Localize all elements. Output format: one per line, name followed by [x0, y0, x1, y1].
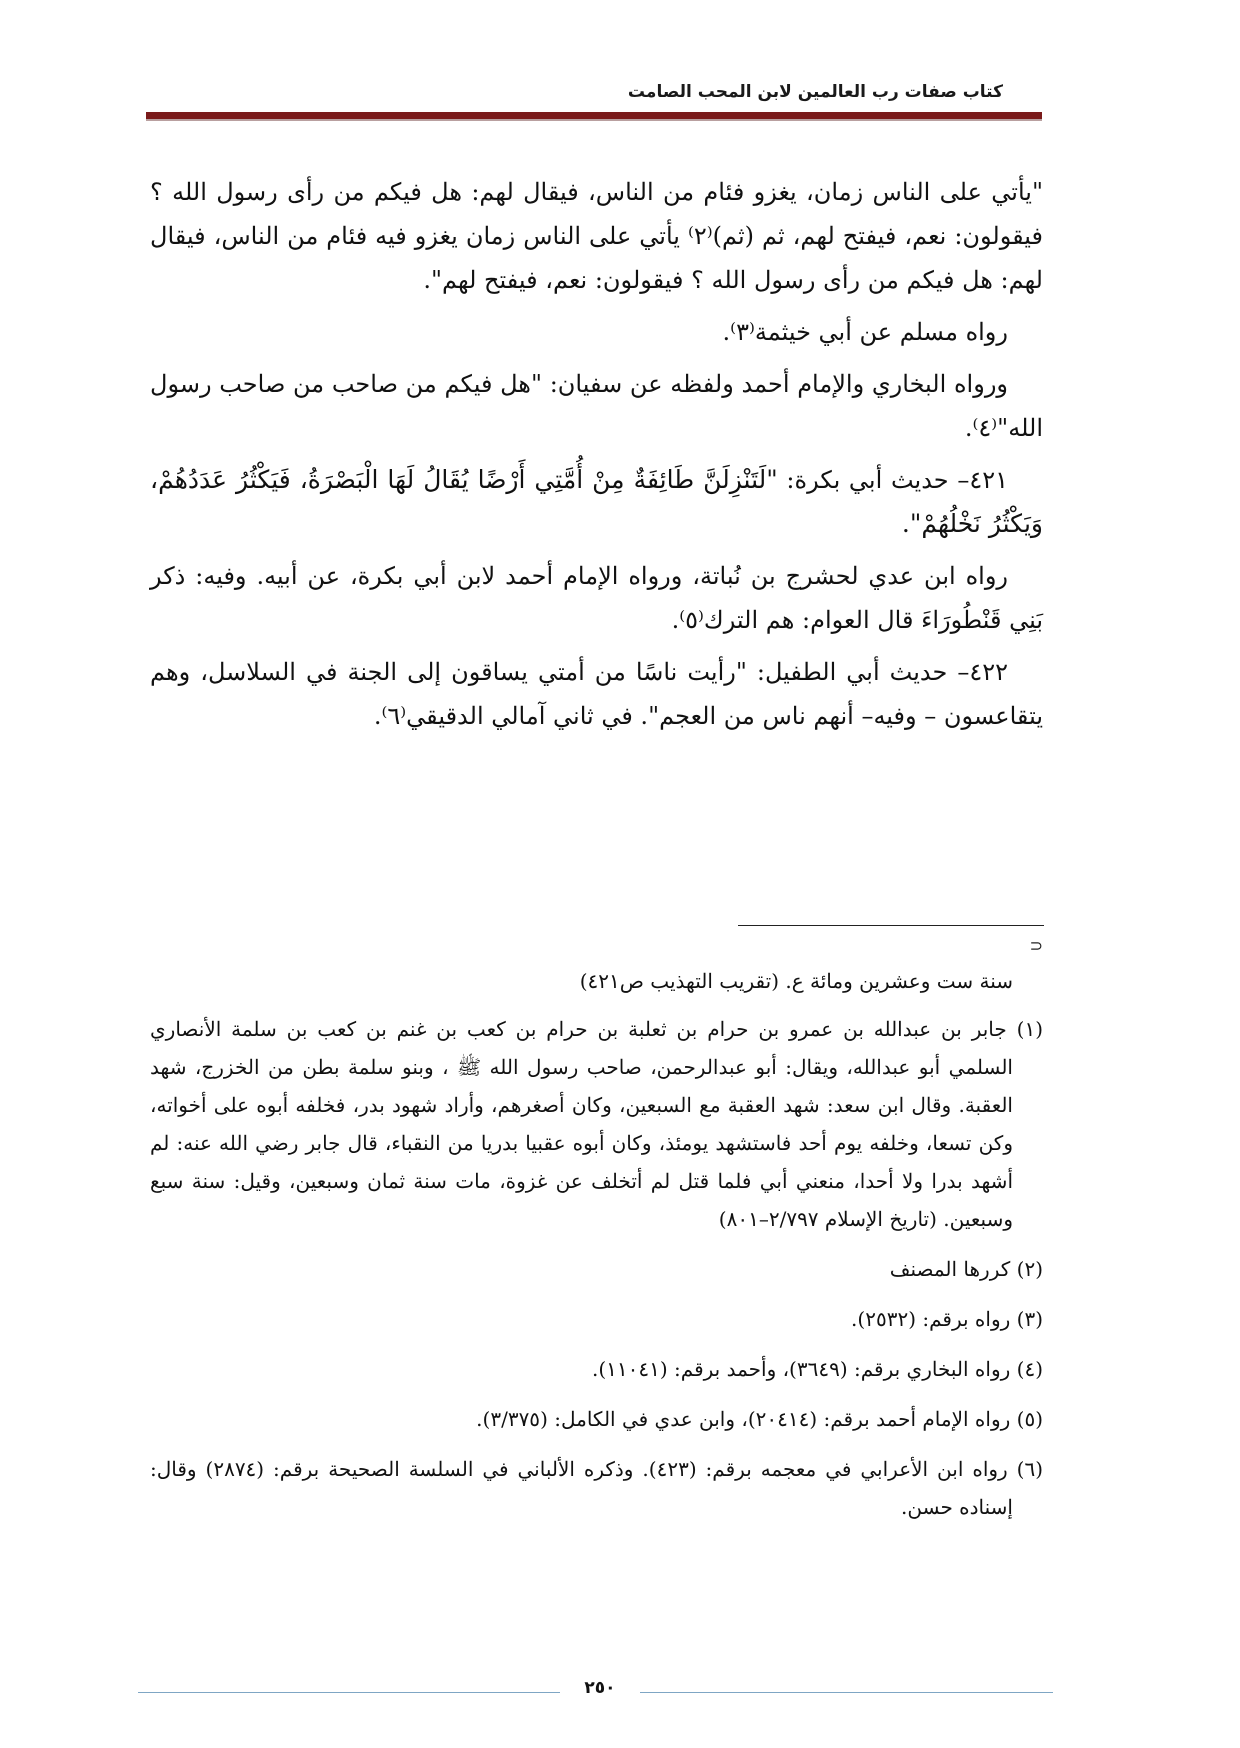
running-header-title: كتاب صفات رب العالمين لابن المحب الصامت: [627, 82, 1003, 102]
hadith-422: ٤٢٢– حديث أبي الطفيل: "رأيت ناسًا من أمتي يساقون إلى الجنة في السلاسل، وهم يتقاعسون – وفيه– أنهم ناس من العجم". في ثاني آمالي الدقيقي⁽٦⁾.: [150, 658, 1043, 730]
header-rule: [146, 112, 1042, 119]
paragraph-bukhari: ورواه البخاري والإمام أحمد ولفظه عن سفيان: "هل فيكم من صاحب من صاحب رسول الله"⁽٤⁾.: [150, 370, 1043, 442]
footnotes: [150, 962, 1043, 1538]
footnote-3: (٣) رواه برقم: (٢٥٣٢).: [851, 1307, 1043, 1331]
footnote-6: (٦) رواه ابن الأعرابي في معجمه برقم: (٤٢٣). وذكره الألباني في السلسة الصحيحة برقم: (٢٨٧٤) وقال: إسناده حسن.: [150, 1457, 1043, 1519]
footnote-continuation: سنة ست وعشرين ومائة ع. (تقريب التهذيب ص٤٢١): [579, 969, 1013, 993]
paragraph-muslim: رواه مسلم عن أبي خيثمة⁽٣⁾.: [722, 318, 1008, 346]
hadith-421-intro: ٤٢١– حديث أبي بكرة:: [777, 466, 1008, 494]
paragraph-ibn-adi: رواه ابن عدي لحشرج بن نُباتة، ورواه الإمام أحمد لابن أبي بكرة، عن أبيه. وفيه: ذكر بَنِي قَنْطُورَاءَ قال العوام: هم الترك⁽٥⁾.: [150, 562, 1043, 634]
page-number: ٢٥٠: [584, 1678, 616, 1698]
footer-rule-right: [640, 1692, 1053, 1693]
footnote-1: (١) جابر بن عبدالله بن عمرو بن حرام بن ثعلبة بن حرام بن كعب بن غنم بن كعب بن سلمة الأنصاري السلمي أبو عبدالله، ويقال: أبو عبدالرحمن، صاحب رسول الله ﷺ ، وبنو سلمة بطن من الخزرج، شهد العقبة. وقال ابن سعد: شهد العقبة مع السبعين، وكان أصغرهم، وأراد شهود بدر، فخلفه أبوه على أخواته، وكن تسعا، وخلفه يوم أحد فاستشهد يومئذ، وكان أبوه عقبيا بدريا من النقباء، قال جابر رضي الله عنه: لم أشهد بدرا ولا أحدا، منعني أبي فلما قتل لم أتخلف عن غزوة، مات سنة ثمان وسبعين، وقيل: سنة سبع وسبعين. (تاريخ الإسلام ٢/٧٩٧–٨٠١): [150, 1017, 1043, 1231]
footnote-5: (٥) رواه الإمام أحمد برقم: (٢٠٤١٤)، وابن عدي في الكامل: (٣/٣٧٥).: [476, 1407, 1043, 1431]
footnote-divider: [738, 925, 1044, 926]
hadith-421-quote: "لَتَنْزِلَنَّ طَائِفَةٌ مِنْ أُمَّتِي أَرْضًا يُقَالُ لَهَا الْبَصْرَةُ، فَيَكْثُرُ عَدَدُهُمْ، وَيَكْثُرُ نَخْلُهُمْ".: [150, 465, 1043, 538]
footnote-4: (٤) رواه البخاري برقم: (٣٦٤٩)، وأحمد برقم: (١١٠٤١).: [591, 1357, 1043, 1381]
paragraph-hadith-text: "يأتي على الناس زمان، يغزو فئام من الناس، فيقال لهم: هل فيكم من رأى رسول الله ؟ فيقولون: نعم، فيفتح لهم، ثم (ثم)⁽٢⁾ يأتي على الناس زمان يغزو فيه فئام من الناس، فيقال لهم: هل فيكم من رأى رسول الله ؟ فيقولون: نعم، فيفتح لهم".: [150, 178, 1043, 294]
main-body: [150, 170, 1043, 746]
footer-rule-left: [138, 1692, 560, 1693]
hadith-421: [150, 458, 1043, 546]
footnote-2: (٢) كررها المصنف: [889, 1257, 1043, 1281]
footnote-continuation-mark: ⊃: [1029, 936, 1043, 955]
